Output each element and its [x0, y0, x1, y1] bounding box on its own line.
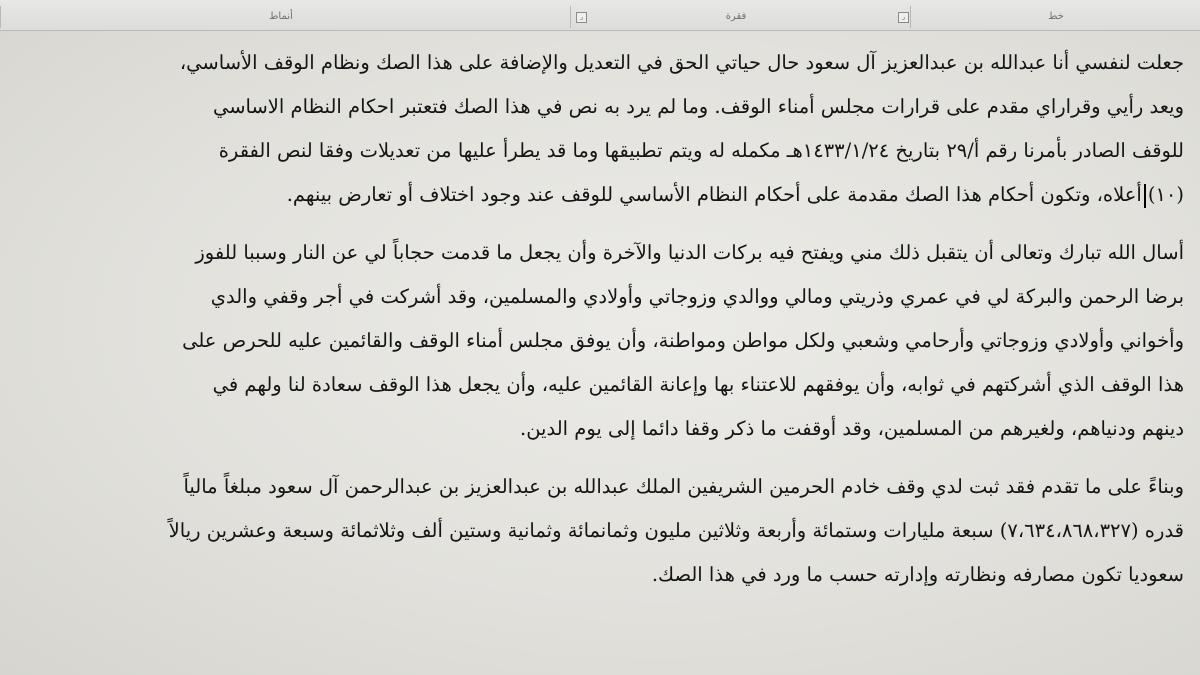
text-line: قدره (٧،٦٣٤،٨٦٨،٣٢٧) سبعة مليارات وستمائة وأربعة وثلاثين مليون وثمانمائة وثمانية وستين ألف وثلاثمائة وسبعة وعشرين ريالاً — [168, 519, 1184, 542]
text-line: دينهم ودنياهم، ولغيرهم من المسلمين، وقد أوقفت ما ذكر وقفا دائما إلى يوم الدين. — [520, 417, 1184, 440]
text-cursor — [1144, 184, 1146, 208]
paragraph-prayer — [20, 231, 1184, 451]
paragraph-amendment-rights — [20, 41, 1184, 217]
text-line: برضا الرحمن والبركة لي في عمري وذريتي ومالي ووالدي وزوجاتي وأولادي والمسلمين، وقد أشركت في أجر وقفي والدي — [210, 285, 1184, 308]
paragraph-endowment-amount — [20, 465, 1184, 597]
ribbon-group-labels — [0, 0, 1200, 31]
ribbon-group-font[interactable]: خط — [910, 6, 1200, 28]
paragraph-spacing — [20, 451, 1184, 465]
text-fragment: أعلاه، وتكون أحكام هذا الصك مقدمة على أحكام النظام الأساسي للوقف عند وجود اختلاف أو تعارض بينهم. — [286, 183, 1142, 206]
document-body[interactable] — [20, 41, 1184, 597]
text-line: وأخواني وأولادي وزوجاتي وأرحامي وشعبي ولكل مواطن ومواطنة، وأن يوفق مجلس أمناء الوقف والقائمين عليه للحرص على — [182, 329, 1184, 352]
font-dialog-launcher-icon[interactable]: ⌟ — [898, 12, 909, 23]
text-line: هذا الوقف الذي أشركتهم في ثوابه، وأن يوفقهم للاعتناء بها وإعانة القائمين عليه، وأن يجعل هذا الوقف سعادة لنا ولهم في — [212, 373, 1184, 396]
paragraph-dialog-launcher-icon[interactable]: ⌟ — [576, 12, 587, 23]
text-line: جعلت لنفسي أنا عبدالله بن عبدالعزيز آل سعود حال حياتي الحق في التعديل والإضافة على هذا الصك ونظام الوقف الأساسي، — [179, 51, 1184, 74]
ribbon-group-styles[interactable]: أنماط — [0, 6, 561, 28]
document-page[interactable] — [0, 31, 1200, 675]
text-line: أسال الله تبارك وتعالى أن يتقبل ذلك مني ويفتح فيه بركات الدنيا والآخرة وأن يجعل ما قدمت حجاباً لي عن النار وسببا للفوز — [195, 241, 1184, 264]
text-fragment: (١٠) — [1147, 183, 1184, 206]
ribbon-group-paragraph[interactable]: فقرة — [570, 6, 901, 28]
text-line: وبناءً على ما تقدم فقد ثبت لدي وقف خادم الحرمين الشريفين الملك عبدالله بن عبدالعزيز بن عبدالرحمن آل سعود مبلغاً مالياً — [183, 475, 1184, 498]
text-line: ويعد رأيي وقراراي مقدم على قرارات مجلس أمناء الوقف. وما لم يرد به نص في هذا الصك فتعتبر احكام النظام الاساسي — [212, 95, 1184, 118]
text-line: سعوديا تكون مصارفه ونظارته وإدارته حسب ما ورد في هذا الصك. — [651, 563, 1184, 586]
paragraph-spacing — [20, 217, 1184, 231]
text-line: للوقف الصادر بأمرنا رقم أ/٢٩ بتاريخ ١٤٣٣/١/٢٤هـ مكمله له ويتم تطبيقها وما قد يطرأ عليها من تعديلات وفقا لنص الفقرة — [218, 139, 1184, 162]
text-line-with-cursor — [20, 173, 1184, 217]
